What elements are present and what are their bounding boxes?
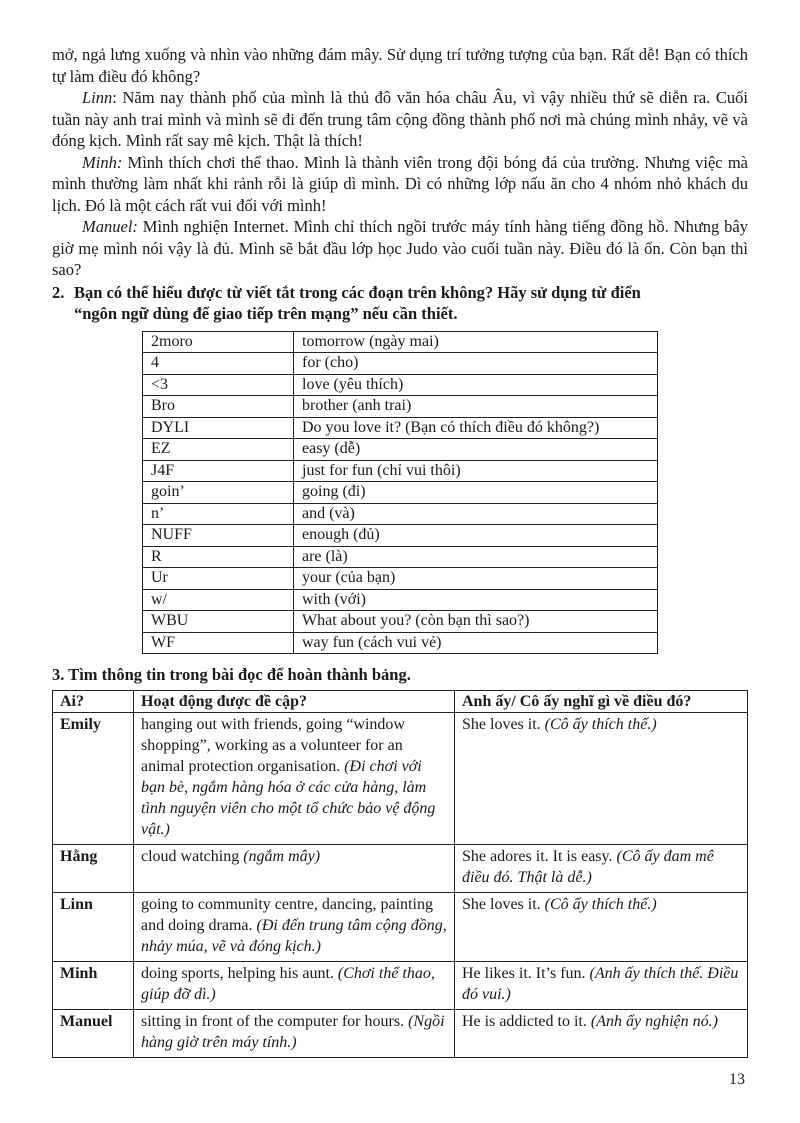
meaning-cell: easy (dễ) (294, 439, 658, 461)
opinion-vietnamese: (Anh ấy nghiện nó.) (590, 1012, 718, 1030)
meaning-cell: for (cho) (294, 353, 658, 375)
paragraph-linn (52, 87, 748, 152)
activity-cell (134, 1009, 455, 1057)
abbreviation-cell: WF (143, 632, 294, 654)
opinion-cell (455, 844, 748, 892)
person-cell: Emily (53, 712, 134, 844)
info-row (53, 1009, 748, 1057)
linn-text: : Năm nay thành phố của mình là thủ đô văn hóa châu Âu, vì vậy nhiều thứ sẽ diễn ra. Cuối tuần này anh trai mình và mình sẽ đi đến trung tâm cộng đồng thành phố nơi mà chúng mình nhảy, vẽ và đóng kịch. Mình rất say mê kịch. Thật là thích! (52, 88, 748, 150)
abbreviation-row (143, 632, 658, 654)
activity-cell (134, 961, 455, 1009)
header-opinion: Anh ấy/ Cô ấy nghĩ gì về điều đó? (455, 690, 748, 712)
abbreviation-row (143, 353, 658, 375)
abbreviation-row (143, 374, 658, 396)
header-who: Ai? (53, 690, 134, 712)
meaning-cell: love (yêu thích) (294, 374, 658, 396)
meaning-cell: Do you love it? (Bạn có thích điều đó không?) (294, 417, 658, 439)
info-table (52, 690, 748, 1058)
meaning-cell: What about you? (còn bạn thì sao?) (294, 611, 658, 633)
speaker-manuel: Manuel: (82, 217, 138, 236)
opinion-cell (455, 712, 748, 844)
activity-english: hanging out with friends, going “window shopping”, working as a volunteer for an animal protection organisation. (141, 715, 405, 775)
question-2-number: 2. (52, 282, 65, 302)
info-row (53, 892, 748, 961)
abbreviation-table (142, 331, 658, 655)
abbreviation-row (143, 460, 658, 482)
meaning-cell: your (của bạn) (294, 568, 658, 590)
meaning-cell: going (đi) (294, 482, 658, 504)
abbreviation-cell: 2moro (143, 331, 294, 353)
opinion-english: She loves it. (462, 715, 541, 733)
meaning-cell: tomorrow (ngày mai) (294, 331, 658, 353)
page-content (52, 44, 748, 1058)
header-activity: Hoạt động được đề cập? (134, 690, 455, 712)
person-cell: Linn (53, 892, 134, 961)
abbreviation-cell: Ur (143, 568, 294, 590)
abbreviation-cell: J4F (143, 460, 294, 482)
opinion-vietnamese: (Cô ấy đam mê điều đó. Thật là dễ.) (462, 847, 714, 886)
manuel-text: Mình nghiện Internet. Mình chỉ thích ngồi trước máy tính hàng tiếng đồng hồ. Nhưng bây giờ mẹ mình nói vậy là đủ. Mình sẽ bắt đầu lớp học Judo vào cuối tuần này. Điều đó là ổn. Còn bạn thì sao? (52, 217, 748, 279)
activity-vietnamese: (Đi chơi với bạn bè, ngắm hàng hóa ở các cửa hàng, làm tình nguyện viên cho một tổ chức bảo vệ động vật.) (141, 757, 436, 838)
question-2-heading (52, 282, 748, 325)
info-row (53, 844, 748, 892)
page-number: 13 (729, 1071, 745, 1088)
info-row (53, 961, 748, 1009)
abbreviation-cell: EZ (143, 439, 294, 461)
question-2-line2: “ngôn ngữ dùng để giao tiếp trên mạng” nếu cần thiết. (74, 304, 458, 323)
info-row (53, 712, 748, 844)
opinion-english: She adores it. It is easy. (462, 847, 613, 865)
activity-vietnamese: (Đi đến trung tâm cộng đồng, nhảy múa, vẽ và đóng kịch.) (141, 916, 447, 955)
activity-english: sitting in front of the computer for hours. (141, 1012, 405, 1030)
minh-text: Mình thích chơi thể thao. Mình là thành viên trong đội bóng đá của trường. Nhưng việc mà mình thường làm nhất khi rảnh rỗi là giúp dì mình. Dì có những lớp nấu ăn cho 4 nhóm nhỏ khách du lịch. Đó là một cách rất vui đối với mình! (52, 152, 748, 215)
abbreviation-cell: 4 (143, 353, 294, 375)
opinion-vietnamese: (Cô ấy thích thế.) (544, 715, 657, 733)
abbreviation-row (143, 611, 658, 633)
meaning-cell: brother (anh trai) (294, 396, 658, 418)
abbreviation-cell: Bro (143, 396, 294, 418)
speaker-linn: Linn (82, 88, 113, 107)
abbreviation-row (143, 482, 658, 504)
abbreviation-cell: goin’ (143, 482, 294, 504)
speaker-minh: Minh: (82, 152, 123, 172)
opinion-cell (455, 961, 748, 1009)
paragraph-minh (52, 152, 748, 217)
activity-cell (134, 844, 455, 892)
info-table-header (53, 690, 748, 712)
meaning-cell: are (là) (294, 546, 658, 568)
meaning-cell: enough (đủ) (294, 525, 658, 547)
activity-english: doing sports, helping his aunt. (141, 964, 334, 982)
abbreviation-row (143, 417, 658, 439)
person-cell: Minh (53, 961, 134, 1009)
activity-english: going to community centre, dancing, painting and doing drama. (141, 895, 433, 934)
person-cell: Hằng (53, 844, 134, 892)
activity-vietnamese: (ngắm mây) (243, 847, 321, 865)
activity-english: cloud watching (141, 847, 240, 865)
abbreviation-row (143, 525, 658, 547)
meaning-cell: with (với) (294, 589, 658, 611)
abbreviation-row (143, 439, 658, 461)
meaning-cell: just for fun (chỉ vui thôi) (294, 460, 658, 482)
abbreviation-cell: WBU (143, 611, 294, 633)
abbreviation-cell: n’ (143, 503, 294, 525)
abbreviation-row (143, 589, 658, 611)
opinion-vietnamese: (Anh ấy thích thế. Điều đó vui.) (462, 964, 739, 1003)
activity-vietnamese: (Ngồi hàng giờ trên máy tính.) (141, 1012, 445, 1051)
question-2-line1: Bạn có thể hiểu được từ viết tắt trong các đoạn trên không? Hãy sử dụng từ điển (74, 282, 641, 302)
person-cell: Manuel (53, 1009, 134, 1057)
abbreviation-cell: w/ (143, 589, 294, 611)
activity-cell (134, 892, 455, 961)
abbreviation-cell: R (143, 546, 294, 568)
abbreviation-row (143, 503, 658, 525)
opinion-cell (455, 1009, 748, 1057)
activity-vietnamese: (Chơi thể thao, giúp đỡ dì.) (141, 964, 435, 1003)
abbreviation-row (143, 396, 658, 418)
meaning-cell: way fun (cách vui vẻ) (294, 632, 658, 654)
opinion-english: He likes it. It’s fun. (462, 964, 586, 982)
paragraph-hang-end: mở, ngả lưng xuống và nhìn vào những đám mây. Sử dụng trí tưởng tượng của bạn. Rất dễ! Bạn có thích tự làm điều đó không? (52, 45, 748, 86)
opinion-english: He is addicted to it. (462, 1012, 587, 1030)
paragraph-manuel (52, 216, 748, 281)
abbreviation-row (143, 568, 658, 590)
abbreviation-row (143, 546, 658, 568)
abbreviation-cell: DYLI (143, 417, 294, 439)
question-3-heading: 3. Tìm thông tin trong bài đọc để hoàn thành bảng. (52, 665, 411, 684)
meaning-cell: and (và) (294, 503, 658, 525)
abbreviation-cell: <3 (143, 374, 294, 396)
activity-cell (134, 712, 455, 844)
opinion-cell (455, 892, 748, 961)
abbreviation-row (143, 331, 658, 353)
opinion-vietnamese: (Cô ấy thích thế.) (544, 895, 657, 913)
opinion-english: She loves it. (462, 895, 541, 913)
abbreviation-cell: NUFF (143, 525, 294, 547)
